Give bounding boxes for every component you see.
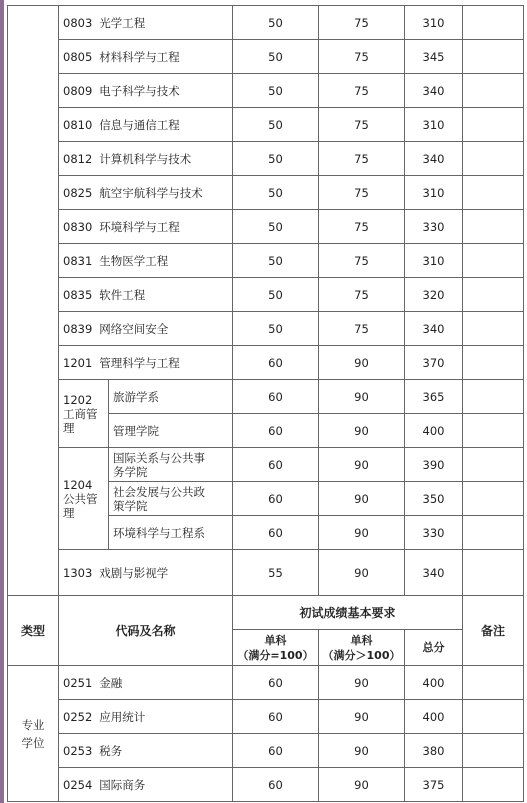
total-score: 365 xyxy=(405,380,463,414)
major-name: 管理科学与工程 xyxy=(99,355,180,370)
major-name: 信息与通信工程 xyxy=(99,117,180,132)
single-score-over100: 90 xyxy=(319,666,405,700)
table-row xyxy=(8,346,524,380)
remark-cell xyxy=(463,6,524,40)
major-name: 计算机科学与技术 xyxy=(99,151,192,166)
total-score: 340 xyxy=(405,74,463,108)
single-score-over100: 90 xyxy=(319,550,405,596)
total-score: 345 xyxy=(405,40,463,74)
remark-cell xyxy=(463,210,524,244)
header-single-100: 单科 （满分=100） xyxy=(233,630,319,666)
table-row xyxy=(8,734,524,768)
major-name: 金融 xyxy=(99,675,123,690)
type-cell-academic xyxy=(8,6,59,596)
score-requirements-table xyxy=(7,5,524,802)
remark-cell xyxy=(463,448,524,482)
major-code: 0835 xyxy=(63,287,93,302)
major-code: 0810 xyxy=(63,117,93,132)
major-name: 航空宇航科学与技术 xyxy=(99,185,203,200)
remark-cell xyxy=(463,734,524,768)
total-score: 375 xyxy=(405,768,463,802)
type-cell-professional: 专业 学位 xyxy=(8,666,59,802)
single-score-over100: 75 xyxy=(319,108,405,142)
remark-cell xyxy=(463,414,524,448)
single-score-100: 60 xyxy=(233,346,319,380)
single-score-100: 60 xyxy=(233,666,319,700)
single-score-100: 50 xyxy=(233,312,319,346)
single-score-over100: 75 xyxy=(319,6,405,40)
major-code: 0831 xyxy=(63,253,93,268)
major-code: 0254 xyxy=(63,777,93,792)
table-header-row xyxy=(8,596,524,630)
single-score-100: 60 xyxy=(233,734,319,768)
single-score-over100: 75 xyxy=(319,40,405,74)
total-score: 320 xyxy=(405,278,463,312)
sub-department-name: 管理学院 xyxy=(109,414,233,448)
remark-cell xyxy=(463,312,524,346)
total-score: 370 xyxy=(405,346,463,380)
table-row xyxy=(8,40,524,74)
single-score-over100: 90 xyxy=(319,414,405,448)
total-score: 400 xyxy=(405,700,463,734)
major-code: 0812 xyxy=(63,151,93,166)
major-code: 0253 xyxy=(63,743,93,758)
single-score-100: 50 xyxy=(233,108,319,142)
sub-department-name: 环境科学与工程系 xyxy=(109,516,233,550)
single-score-over100: 90 xyxy=(319,482,405,516)
major-name: 环境科学与工程 xyxy=(99,219,180,234)
table-row xyxy=(8,108,524,142)
total-score: 330 xyxy=(405,210,463,244)
left-border-bar xyxy=(0,0,4,803)
group-label-1204: 1204 公共管 理 xyxy=(59,448,109,550)
remark-cell xyxy=(463,700,524,734)
major-code: 1303 xyxy=(63,565,93,580)
table-row xyxy=(8,74,524,108)
total-score: 380 xyxy=(405,734,463,768)
single-score-100: 50 xyxy=(233,142,319,176)
total-score: 330 xyxy=(405,516,463,550)
single-score-100: 60 xyxy=(233,768,319,802)
major-name: 电子科学与技术 xyxy=(99,83,180,98)
single-score-100: 60 xyxy=(233,380,319,414)
header-total: 总分 xyxy=(405,630,463,666)
total-score: 310 xyxy=(405,6,463,40)
table-row xyxy=(8,6,524,40)
single-score-over100: 75 xyxy=(319,210,405,244)
table-row xyxy=(8,278,524,312)
header-type: 类型 xyxy=(8,596,59,666)
total-score: 340 xyxy=(405,550,463,596)
table-row xyxy=(8,550,524,596)
remark-cell xyxy=(463,482,524,516)
total-score: 350 xyxy=(405,482,463,516)
sub-department-name: 旅游学系 xyxy=(109,380,233,414)
single-score-over100: 75 xyxy=(319,74,405,108)
single-score-over100: 75 xyxy=(319,312,405,346)
single-score-over100: 75 xyxy=(319,244,405,278)
major-name: 材料科学与工程 xyxy=(99,49,180,64)
total-score: 390 xyxy=(405,448,463,482)
total-score: 340 xyxy=(405,312,463,346)
major-code: 1201 xyxy=(63,355,93,370)
major-name: 网络空间安全 xyxy=(99,321,169,336)
single-score-over100: 75 xyxy=(319,278,405,312)
remark-cell xyxy=(463,550,524,596)
table-row xyxy=(8,210,524,244)
header-single-over100: 单科 （满分＞100） xyxy=(319,630,405,666)
remark-cell xyxy=(463,74,524,108)
major-name: 软件工程 xyxy=(99,287,146,302)
single-score-100: 50 xyxy=(233,40,319,74)
table-row xyxy=(8,666,524,700)
single-score-over100: 90 xyxy=(319,516,405,550)
remark-cell xyxy=(463,768,524,802)
single-score-100: 50 xyxy=(233,6,319,40)
major-code: 0830 xyxy=(63,219,93,234)
single-score-100: 50 xyxy=(233,210,319,244)
total-score: 400 xyxy=(405,666,463,700)
single-score-over100: 90 xyxy=(319,700,405,734)
table-row xyxy=(8,142,524,176)
single-score-100: 50 xyxy=(233,278,319,312)
remark-cell xyxy=(463,666,524,700)
single-score-100: 50 xyxy=(233,176,319,210)
total-score: 310 xyxy=(405,108,463,142)
single-score-over100: 90 xyxy=(319,346,405,380)
remark-cell xyxy=(463,176,524,210)
header-remark: 备注 xyxy=(463,596,524,666)
table-row xyxy=(8,244,524,278)
major-code: 0809 xyxy=(63,83,93,98)
table-row xyxy=(8,176,524,210)
single-score-100: 50 xyxy=(233,74,319,108)
major-code: 0252 xyxy=(63,709,93,724)
sub-department-name: 国际关系与公共事 务学院 xyxy=(109,448,233,482)
single-score-over100: 75 xyxy=(319,142,405,176)
total-score: 310 xyxy=(405,244,463,278)
table-row xyxy=(8,768,524,802)
table-row xyxy=(8,380,524,414)
major-name: 戏剧与影视学 xyxy=(99,565,169,580)
header-requirements: 初试成绩基本要求 xyxy=(233,596,463,630)
major-code: 0251 xyxy=(63,675,93,690)
single-score-over100: 90 xyxy=(319,380,405,414)
table-row xyxy=(8,448,524,482)
major-name: 国际商务 xyxy=(99,777,146,792)
remark-cell xyxy=(463,278,524,312)
total-score: 310 xyxy=(405,176,463,210)
header-code-name: 代码及名称 xyxy=(59,596,233,666)
sub-department-name: 社会发展与公共政 策学院 xyxy=(109,482,233,516)
single-score-over100: 90 xyxy=(319,734,405,768)
table-row xyxy=(8,700,524,734)
total-score: 340 xyxy=(405,142,463,176)
group-label-1202: 1202 工商管 理 xyxy=(59,380,109,448)
single-score-over100: 90 xyxy=(319,768,405,802)
single-score-100: 60 xyxy=(233,482,319,516)
total-score: 400 xyxy=(405,414,463,448)
single-score-100: 60 xyxy=(233,448,319,482)
single-score-over100: 75 xyxy=(319,176,405,210)
remark-cell xyxy=(463,244,524,278)
remark-cell xyxy=(463,40,524,74)
remark-cell xyxy=(463,108,524,142)
single-score-100: 60 xyxy=(233,414,319,448)
major-name: 税务 xyxy=(99,743,123,758)
major-code: 0803 xyxy=(63,15,93,30)
table-row xyxy=(8,312,524,346)
single-score-100: 60 xyxy=(233,700,319,734)
major-name: 应用统计 xyxy=(99,709,146,724)
single-score-100: 50 xyxy=(233,244,319,278)
single-score-100: 60 xyxy=(233,516,319,550)
major-code: 0805 xyxy=(63,49,93,64)
major-code: 0825 xyxy=(63,185,93,200)
major-name: 光学工程 xyxy=(99,15,146,30)
major-name: 生物医学工程 xyxy=(99,253,169,268)
single-score-100: 55 xyxy=(233,550,319,596)
remark-cell xyxy=(463,142,524,176)
remark-cell xyxy=(463,380,524,414)
remark-cell xyxy=(463,516,524,550)
single-score-over100: 90 xyxy=(319,448,405,482)
major-code: 0839 xyxy=(63,321,93,336)
remark-cell xyxy=(463,346,524,380)
